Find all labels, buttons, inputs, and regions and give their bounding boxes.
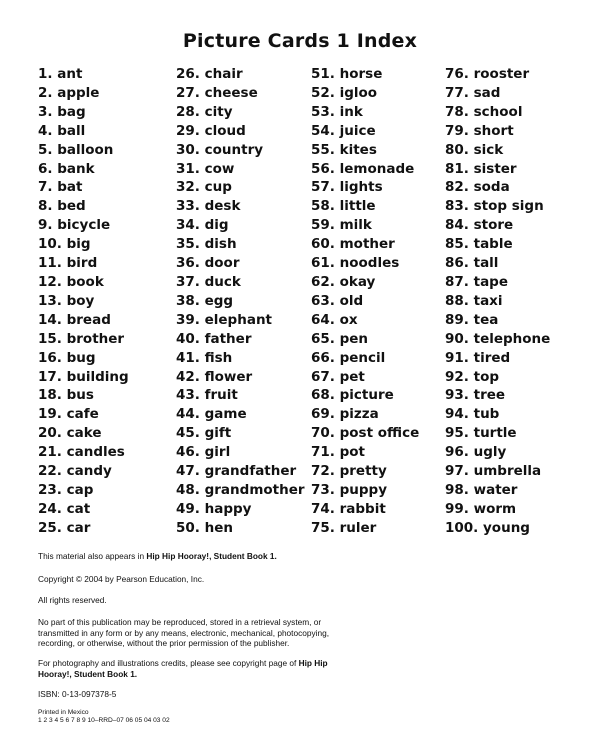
credits-note: [38, 658, 568, 679]
index-entry: 82. soda: [445, 179, 510, 196]
index-entry: 71. pot: [311, 444, 366, 461]
index-entry: 7. bat: [38, 179, 83, 196]
index-entry: 52. igloo: [311, 84, 378, 101]
index-entry: 64. ox: [311, 311, 358, 328]
printing-info: [38, 709, 568, 726]
index-entry: 21. candles: [38, 444, 125, 461]
index-entry: 77. sad: [445, 84, 501, 101]
index-entry: 2. apple: [38, 84, 100, 101]
index-entry: 51. horse: [311, 66, 383, 82]
index-entry: 6. bank: [38, 160, 95, 177]
index-entry: 15. brother: [38, 330, 125, 347]
index-entry: 10. big: [38, 236, 91, 253]
index-entry: 39. elephant: [176, 311, 273, 328]
index-entry: 89. tea: [445, 311, 499, 328]
index-entry: 44. game: [176, 406, 247, 423]
material-note-text: This material also appears in: [38, 551, 147, 561]
index-entry: 31. cow: [176, 160, 235, 177]
index-entry: 14. bread: [38, 311, 111, 328]
material-note: [38, 551, 568, 562]
index-entry: 65. pen: [311, 330, 369, 347]
index-column-1: [38, 65, 129, 538]
index-entry: 59. milk: [311, 217, 372, 234]
index-entry: 3. bag: [38, 103, 86, 120]
index-entry: 92. top: [445, 368, 500, 385]
index-column-2: [176, 65, 305, 538]
index-entry: 17. building: [38, 368, 129, 385]
index-entry: 26. chair: [176, 66, 243, 82]
printed-in-line: Printed in Mexico: [38, 709, 89, 716]
index-entry: 53. ink: [311, 103, 363, 120]
index-entry: 90. telephone: [445, 330, 551, 347]
index-entry: 81. sister: [445, 160, 517, 177]
notice-line: transmitted in any form or by any means, electronic, mechanical, photocopying,: [38, 627, 329, 638]
index-entry: 25. car: [38, 519, 91, 536]
index-entry: 57. lights: [311, 179, 383, 196]
index-entry: 34. dig: [176, 217, 229, 234]
page-title: Picture Cards 1 Index: [182, 30, 418, 52]
index-entry: 23. cap: [38, 481, 94, 498]
index-entry: 48. grandmother: [176, 481, 305, 498]
credits-book-title: Hip Hip: [298, 658, 328, 668]
reproduction-notice: [38, 617, 568, 649]
index-entry: 36. door: [176, 255, 240, 272]
index-entry: 20. cake: [38, 425, 102, 442]
index-entry: 99. worm: [445, 500, 517, 517]
index-entry: 86. tall: [445, 255, 499, 272]
material-book-title: Hip Hip Hooray!, Student Book 1.: [146, 551, 277, 561]
index-entry: 13. boy: [38, 292, 95, 309]
index-entry: 75. ruler: [311, 519, 377, 536]
index-entry: 72. pretty: [311, 463, 387, 480]
index-entry: 70. post office: [311, 425, 420, 442]
index-entry: 46. girl: [176, 444, 231, 461]
index-entry: 76. rooster: [445, 66, 530, 82]
index-entry: 42. flower: [176, 368, 253, 385]
index-entry: 74. rabbit: [311, 500, 386, 517]
index-entry: 55. kites: [311, 141, 377, 158]
index-entry: 22. candy: [38, 463, 112, 480]
index-entry: 54. juice: [311, 122, 376, 139]
index-entry: 32. cup: [176, 179, 232, 196]
notice-line: recording, or otherwise, without the prior permission of the publisher.: [38, 638, 290, 649]
index-entry: 62. okay: [311, 273, 376, 290]
index-entry: 69. pizza: [311, 406, 379, 423]
index-entry: 28. city: [176, 103, 233, 120]
index-entry: 73. puppy: [311, 481, 388, 498]
index-entry: 12. book: [38, 273, 104, 290]
index-entry: 49. happy: [176, 500, 252, 517]
index-entry: 41. fish: [176, 349, 233, 366]
index-entry: 45. gift: [176, 425, 232, 442]
index-entry: 100. young: [445, 519, 530, 536]
index-column-4: [445, 65, 550, 538]
index-entry: 27. cheese: [176, 84, 258, 101]
notice-line: No part of this publication may be reproduced, stored in a retrieval system, or: [38, 617, 322, 627]
index-entry: 38. egg: [176, 292, 234, 309]
index-entry: 93. tree: [445, 387, 506, 404]
index-entry: 4. ball: [38, 122, 86, 139]
index-entry: 9. bicycle: [38, 217, 111, 234]
index-entry: 83. stop sign: [445, 198, 544, 215]
index-entry: 30. country: [176, 141, 264, 158]
index-entry: 78. school: [445, 103, 523, 120]
index-entry: 16. bug: [38, 349, 96, 366]
index-entry: 97. umbrella: [445, 463, 542, 480]
index-entry: 63. old: [311, 292, 364, 309]
index-entry: 19. cafe: [38, 406, 99, 423]
index-entry: 50. hen: [176, 519, 233, 536]
index-entry: 11. bird: [38, 255, 98, 272]
index-entry: 88. taxi: [445, 292, 503, 309]
index-entry: 35. dish: [176, 236, 237, 253]
index-entry: 33. desk: [176, 198, 241, 215]
index-entry: 58. little: [311, 198, 376, 215]
index-entry: 40. father: [176, 330, 252, 347]
index-entry: 85. table: [445, 236, 513, 253]
credits-book-title-cont: Hooray!, Student Book 1.: [38, 668, 138, 679]
index-entry: 95. turtle: [445, 425, 517, 442]
copyright-line: Copyright © 2004 by Pearson Education, Inc.: [38, 574, 205, 584]
index-entry: 80. sick: [445, 141, 504, 158]
index-entry: 91. tired: [445, 349, 511, 366]
index-entry: 60. mother: [311, 236, 395, 253]
index-entry: 5. balloon: [38, 141, 114, 158]
rights-line: All rights reserved.: [38, 595, 107, 605]
index-entry: 1. ant: [38, 66, 83, 82]
index-entry: 98. water: [445, 481, 518, 498]
index-entry: 68. picture: [311, 387, 394, 404]
index-entry: 94. tub: [445, 406, 500, 423]
isbn-line: ISBN: 0-13-097378-5: [38, 689, 117, 699]
index-entry: 84. store: [445, 217, 514, 234]
index-entry: 61. noodles: [311, 255, 400, 272]
print-code-line: 1 2 3 4 5 6 7 8 9 10–RRD–07 06 05 04 03 02: [38, 717, 170, 725]
index-entry: 24. cat: [38, 500, 91, 517]
credits-note-text: For photography and illustrations credits, please see copyright page of: [38, 658, 299, 668]
index-entry: 37. duck: [176, 273, 241, 290]
index-entry: 96. ugly: [445, 444, 507, 461]
index-entry: 67. pet: [311, 368, 365, 385]
index-entry: 8. bed: [38, 198, 86, 215]
index-entry: 47. grandfather: [176, 463, 297, 480]
index-entry: 29. cloud: [176, 122, 246, 139]
index-entry: 18. bus: [38, 387, 94, 404]
index-entry: 56. lemonade: [311, 160, 415, 177]
index-entry: 66. pencil: [311, 349, 386, 366]
index-entry: 87. tape: [445, 273, 508, 290]
index-entry: 79. short: [445, 122, 514, 139]
index-entry: 43. fruit: [176, 387, 238, 404]
index-column-3: [311, 65, 419, 538]
